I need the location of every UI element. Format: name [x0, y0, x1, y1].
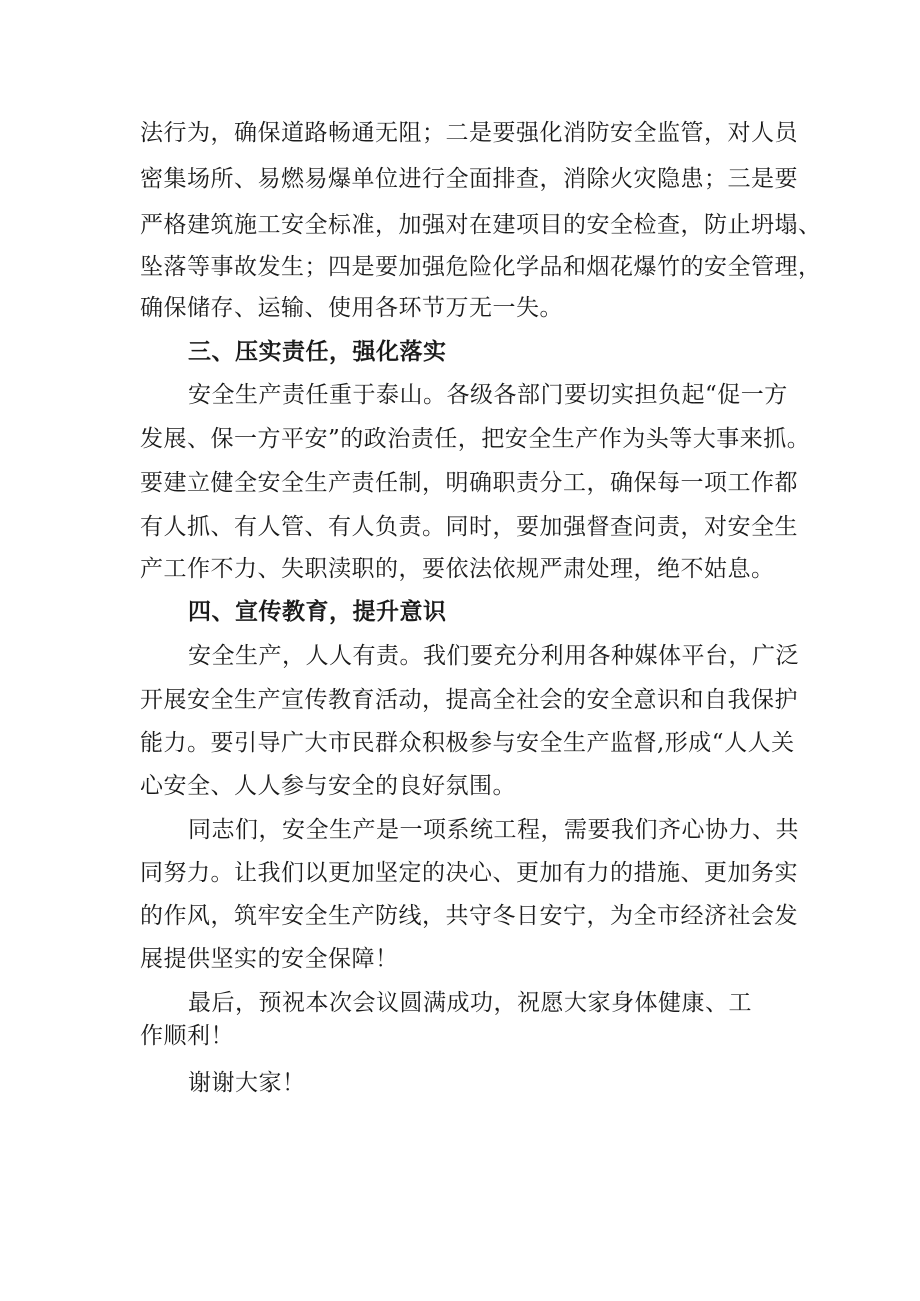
body-line: 密集场所、易燃易爆单位进行全面排查，消除火灾隐患；三是要 — [140, 166, 798, 192]
body-line: 同努力。让我们以更加坚定的决心、更加有力的措施、更加务实 — [140, 860, 798, 886]
body-line: 要建立健全安全生产责任制，明确职责分工，确保每一项工作都 — [140, 470, 798, 496]
body-line: 开展安全生产宣传教育活动，提高全社会的安全意识和自我保护 — [140, 687, 798, 713]
paragraph-first-line: 最后，预祝本次会议圆满成功，祝愿大家身体健康、工 — [188, 990, 752, 1016]
body-line: 法行为，确保道路畅通无阻；二是要强化消防安全监管，对人员 — [140, 120, 798, 146]
section-heading-4: 四、宣传教育，提升意识 — [188, 599, 447, 625]
paragraph-first-line: 同志们，安全生产是一项系统工程，需要我们齐心协力、共 — [188, 817, 799, 843]
body-line: 能力。要引导广大市民群众积极参与安全生产监督,形成“人人关 — [140, 730, 795, 756]
closing-line: 谢谢大家！ — [188, 1070, 306, 1096]
body-line: 作顺利！ — [140, 1023, 234, 1049]
paragraph-first-line: 安全生产，人人有责。我们要充分利用各种媒体平台，广泛 — [188, 643, 799, 669]
body-line: 确保储存、运输、使用各环节万无一失。 — [140, 295, 563, 321]
body-line: 展提供坚实的安全保障！ — [140, 946, 399, 972]
body-line: 产工作不力、失职渎职的，要依法依规严肃处理，绝不姑息。 — [140, 556, 775, 582]
body-line: 心安全、人人参与安全的良好氛围。 — [140, 773, 516, 799]
body-line: 严格建筑施工安全标准，加强对在建项目的安全检查，防止坍塌、 — [140, 212, 822, 238]
paragraph-first-line: 安全生产责任重于泰山。各级各部门要切实担负起“促一方 — [188, 382, 788, 408]
body-line: 的作风，筑牢安全生产防线，共守冬日安宁，为全市经济社会发 — [140, 903, 798, 929]
section-heading-3: 三、压实责任，强化落实 — [188, 339, 447, 365]
body-line: 坠落等事故发生；四是要加强危险化学品和烟花爆竹的安全管理， — [140, 254, 822, 280]
body-line: 有人抓、有人管、有人负责。同时，要加强督查问责，对安全生 — [140, 514, 798, 540]
body-line: 发展、保一方平安”的政治责任，把安全生产作为头等大事来抓。 — [140, 426, 811, 452]
